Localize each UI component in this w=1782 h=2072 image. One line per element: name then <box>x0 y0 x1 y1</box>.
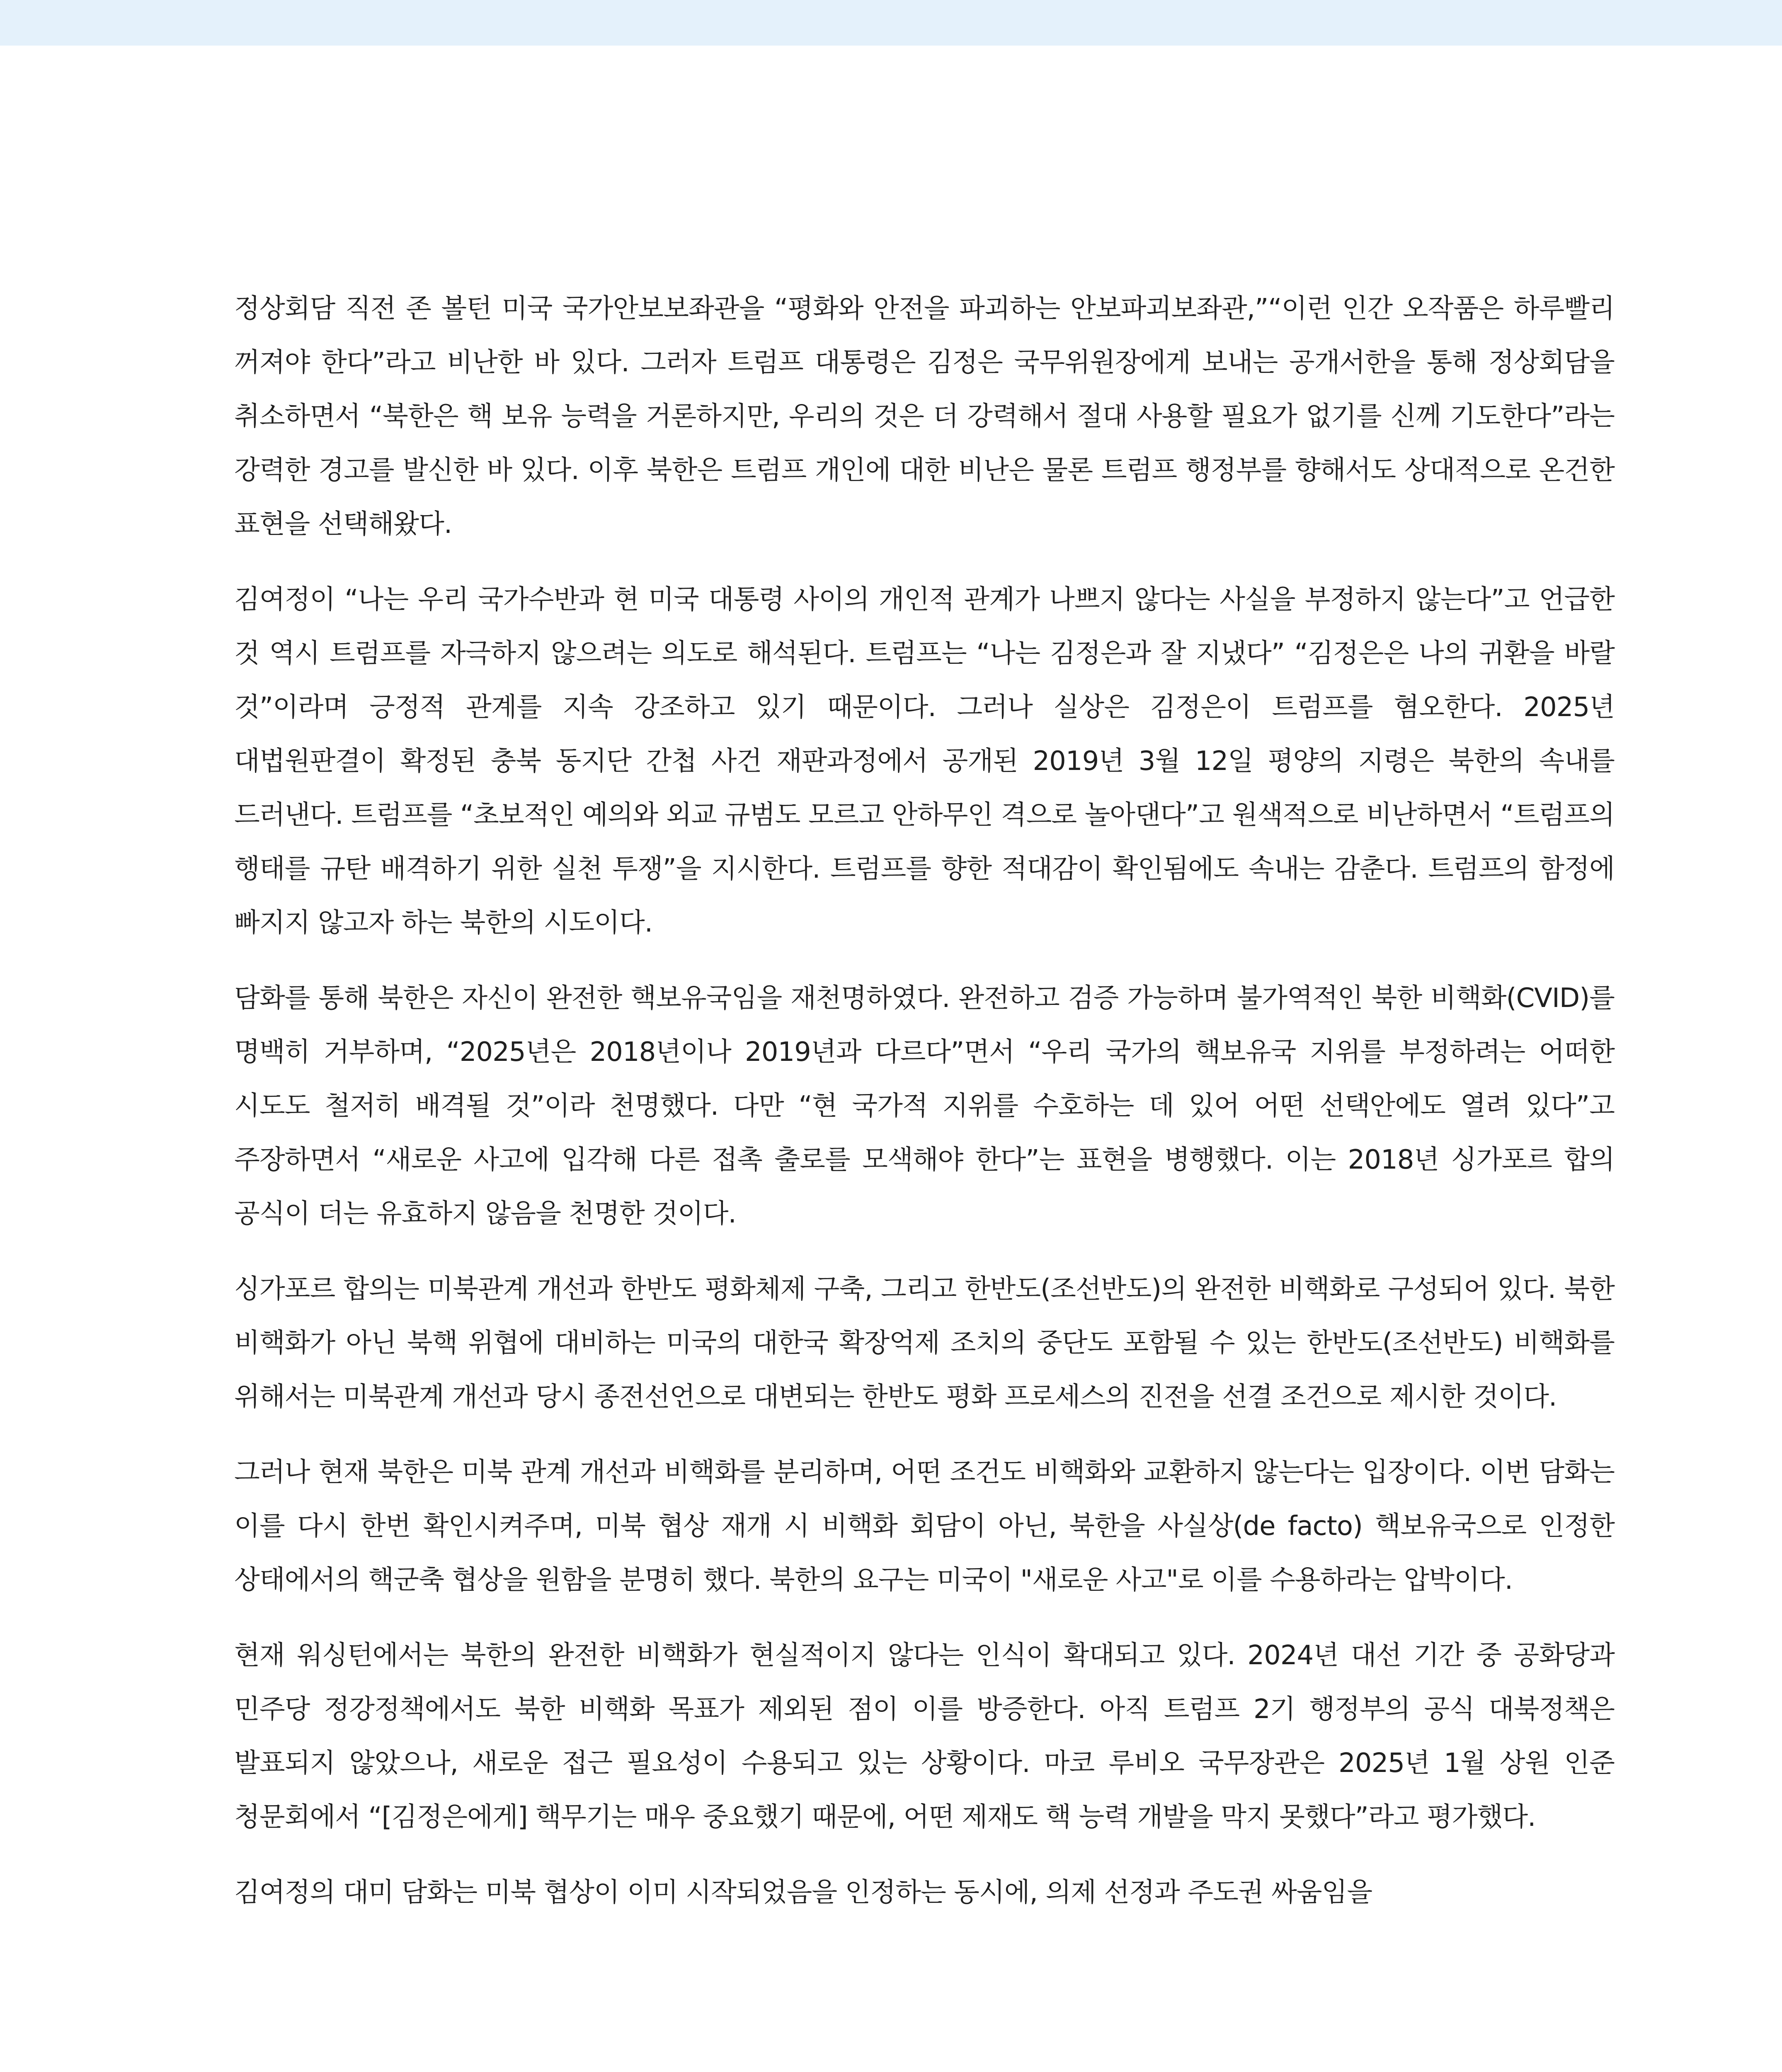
paragraph-1: 정상회담 직전 존 볼턴 미국 국가안보보좌관을 “평화와 안전을 파괴하는 안보파괴보좌관,”“이런 인간 오작품은 하루빨리 꺼져야 한다”라고 비난한 바 있다. 그러자 트럼프 대통령은 김정은 국무위원장에게 보내는 공개서한을 통해 정상회담을 취소하면서 “북한은 핵 보유 능력을 거론하지만, 우리의 것은 더 강력해서 절대 사용할 필요가 없기를 신께 기도한다”라는 강력한 경고를 발신한 바 있다. 이후 북한은 트럼프 개인에 대한 비난은 물론 트럼프 행정부를 향해서도 상대적으로 온건한 표현을 선택해왔다. <box>234 293 1615 540</box>
paragraph-2: 김여정이 “나는 우리 국가수반과 현 미국 대통령 사이의 개인적 관계가 나쁘지 않다는 사실을 부정하지 않는다”고 언급한 것 역시 트럼프를 자극하지 않으려는 의도로 해석된다. 트럼프는 “나는 김정은과 잘 지냈다” “김정은은 나의 귀환을 바랄 것”이라며 긍정적 관계를 지속 강조하고 있기 때문이다. 그러나 실상은 김정은이 트럼프를 혐오한다. 2025년 대법원판결이 확정된 충북 동지단 간첩 사건 재판과정에서 공개된 2019년 3월 12일 평양의 지령은 북한의 속내를 드러낸다. 트럼프를 “초보적인 예의와 외교 규범도 모르고 안하무인 격으로 놀아댄다”고 원색적으로 비난하면서 “트럼프의 행태를 규탄 배격하기 위한 실천 투쟁”을 지시한다. 트럼프를 향한 적대감이 확인됨에도 속내는 감춘다. 트럼프의 함정에 빠지지 않고자 하는 북한의 시도이다. <box>234 584 1615 938</box>
paragraph-7: 김여정의 대미 담화는 미북 협상이 이미 시작되었음을 인정하는 동시에, 의제 선정과 주도권 싸움임을 <box>234 1877 1372 1908</box>
paragraph-5: 그러나 현재 북한은 미북 관계 개선과 비핵화를 분리하며, 어떤 조건도 비핵화와 교환하지 않는다는 입장이다. 이번 담화는 이를 다시 한번 확인시켜주며, 미북 협상 재개 시 비핵화 회담이 아닌, 북한을 사실상(de facto) 핵보유국으로 인정한 상태에서의 핵군축 협상을 원함을 분명히 했다. 북한의 요구는 미국이 "새로운 사고"로 이를 수용하라는 압박이다. <box>234 1457 1615 1595</box>
paragraph-6: 현재 워싱턴에서는 북한의 완전한 비핵화가 현실적이지 않다는 인식이 확대되고 있다. 2024년 대선 기간 중 공화당과 민주당 정강정책에서도 북한 비핵화 목표가 제외된 점이 이를 방증한다. 아직 트럼프 2기 행정부의 공식 대북정책은 발표되지 않았으나, 새로운 접근 필요성이 수용되고 있는 상황이다. 마코 루비오 국무장관은 2025년 1월 상원 인준 청문회에서 “[김정은에게] 핵무기는 매우 중요했기 때문에, 어떤 제재도 핵 능력 개발을 막지 못했다”라고 평가했다. <box>234 1640 1615 1832</box>
top-header-band <box>0 0 1782 46</box>
paragraph-4: 싱가포르 합의는 미북관계 개선과 한반도 평화체제 구축, 그리고 한반도(조선반도)의 완전한 비핵화로 구성되어 있다. 북한 비핵화가 아닌 북핵 위협에 대비하는 미국의 대한국 확장억제 조치의 중단도 포함될 수 있는 한반도(조선반도) 비핵화를 위해서는 미북관계 개선과 당시 종전선언으로 대변되는 한반도 평화 프로세스의 진전을 선결 조건으로 제시한 것이다. <box>234 1274 1615 1412</box>
document-body <box>234 282 1615 1941</box>
paragraph-3: 담화를 통해 북한은 자신이 완전한 핵보유국임을 재천명하였다. 완전하고 검증 가능하며 불가역적인 북한 비핵화(CVID)를 명백히 거부하며, “2025년은 2018년이나 2019년과 다르다”면서 “우리 국가의 핵보유국 지위를 부정하려는 어떠한 시도도 철저히 배격될 것”이라 천명했다. 다만 “현 국가적 지위를 수호하는 데 있어 어떤 선택안에도 열려 있다”고 주장하면서 “새로운 사고에 입각해 다른 접촉 출로를 모색해야 한다”는 표현을 병행했다. 이는 2018년 싱가포르 합의 공식이 더는 유효하지 않음을 천명한 것이다. <box>234 983 1615 1229</box>
